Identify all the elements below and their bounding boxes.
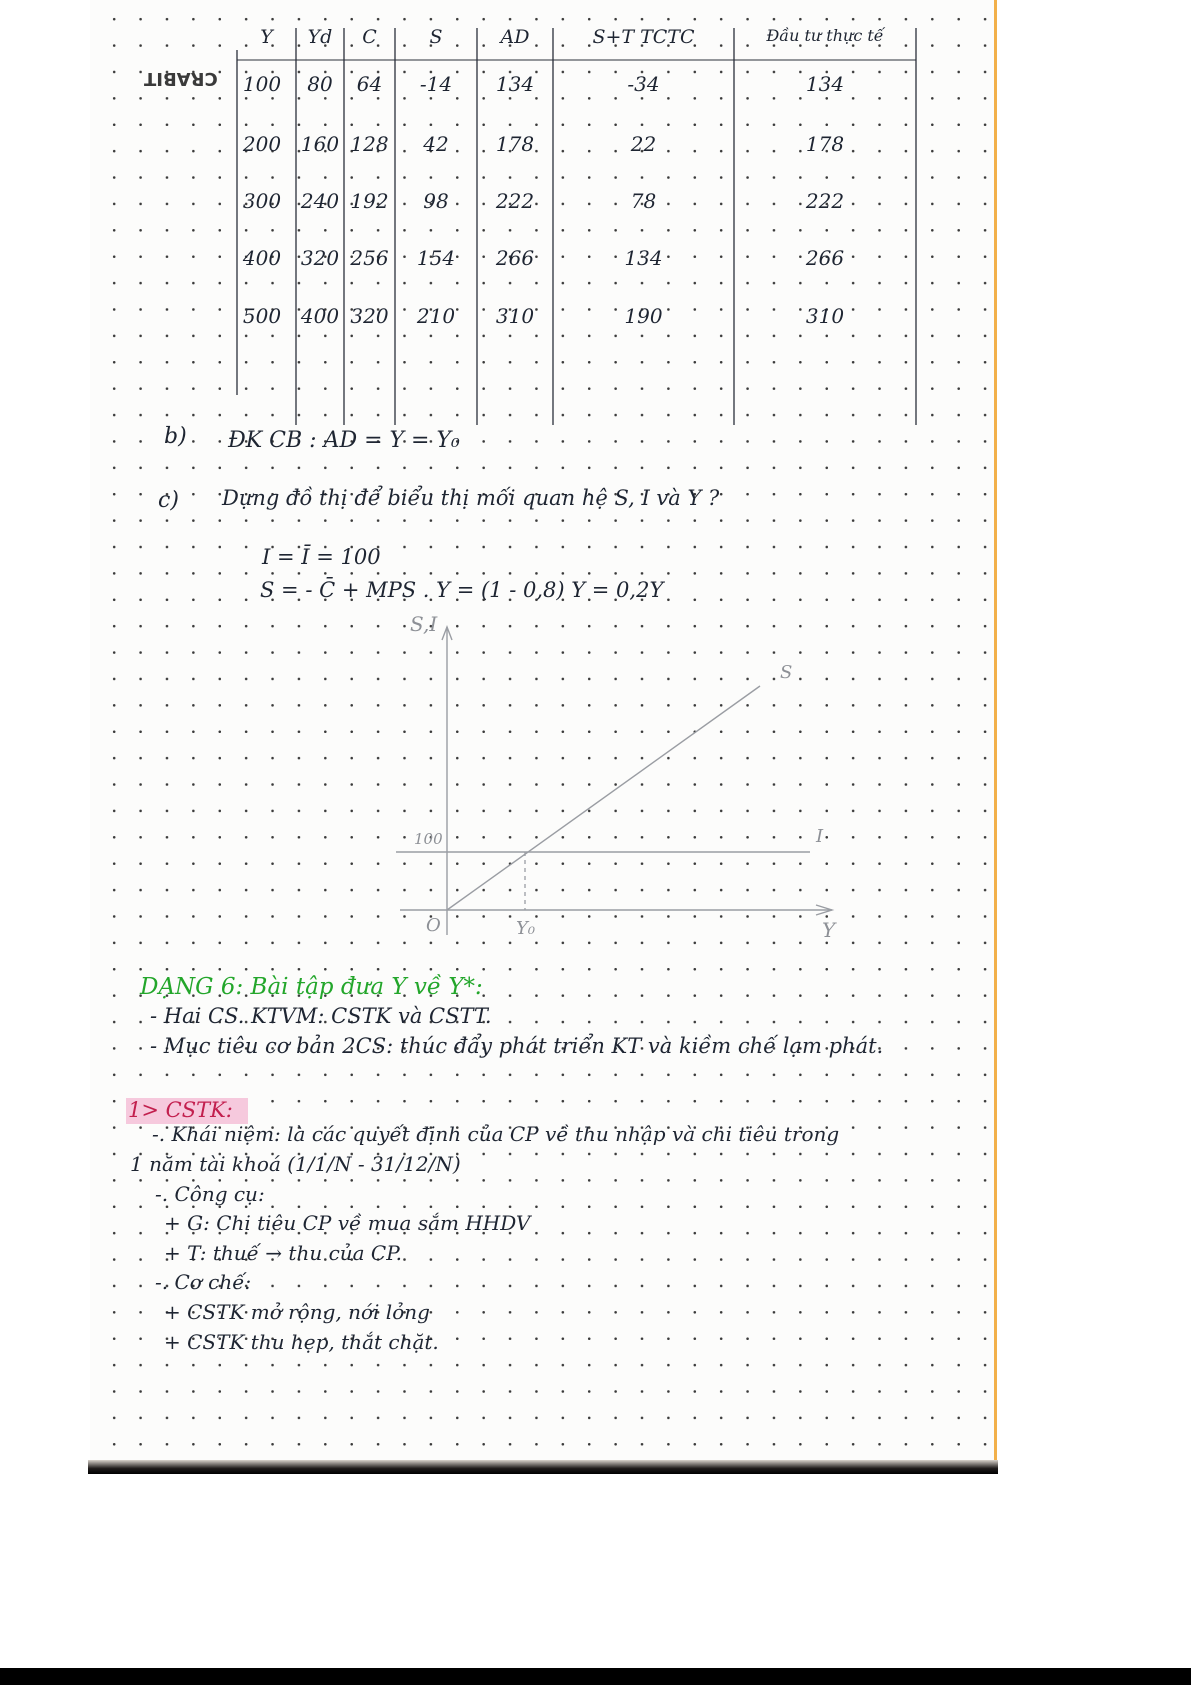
table-cell: -34 — [627, 72, 660, 96]
table-cell: 400 — [242, 246, 282, 270]
table-cell: 266 — [495, 246, 535, 270]
table-cell: 78 — [630, 189, 657, 213]
table-cell: -14 — [419, 72, 453, 96]
table-header-cell: Đầu tư thực tế — [766, 26, 884, 45]
page-edge-bottom — [88, 1460, 998, 1474]
x-axis-label: Y — [822, 918, 836, 942]
cstk-line-8: + CSTK thu hẹp, thắt chặt. — [164, 1330, 439, 1354]
cstk-line-4: + G: Chi tiêu CP về mua sắm HHDV — [164, 1211, 531, 1235]
cstk-line-6: -. Cơ chế: — [155, 1270, 252, 1294]
table-cell: 178 — [805, 132, 845, 156]
cstk-line-5: + T: thuế → thu của CP. — [164, 1241, 402, 1265]
table-cell: 500 — [242, 304, 282, 328]
equation-investment: I = Ī = 100 — [262, 545, 381, 569]
cstk-line-1: -. Khái niệm: là các quyết định của CP về thu nhập và chi tiêu trong — [152, 1122, 840, 1146]
table-cell: 256 — [350, 246, 389, 270]
table-cell: 200 — [242, 132, 282, 156]
table-cell: 80 — [307, 72, 333, 96]
table-cell: 320 — [350, 304, 389, 328]
dang6-bullet-1: - Hai CS. KTVM: CSTK và CSTT. — [150, 1004, 492, 1028]
table-cell: 160 — [300, 132, 340, 156]
table-cell: 210 — [416, 304, 456, 328]
table-cell: 128 — [350, 132, 389, 156]
dang6-title: DẠNG 6: Bài tập đưa Y về Y*: — [140, 974, 483, 1000]
cstk-line-7: + CSTK mở rộng, nới lỏng — [164, 1300, 430, 1324]
y0-label: Y₀ — [516, 918, 536, 939]
table-header-cell: S+T TCTC — [592, 26, 695, 48]
table-cell: 266 — [805, 246, 845, 270]
table-cell: 310 — [495, 304, 535, 328]
table-cell: 42 — [423, 132, 449, 156]
table-cell: 300 — [242, 189, 282, 213]
table-cell: 320 — [300, 246, 340, 270]
table-header-cell: Yd — [307, 26, 333, 48]
table-cell: 400 — [300, 304, 340, 328]
table-header-cell: AD — [500, 26, 530, 48]
table-cell: 178 — [495, 132, 535, 156]
table-cell: 222 — [805, 189, 845, 213]
table-cell: 134 — [624, 246, 663, 270]
cstk-line-2: 1 năm tài khoá (1/1/N - 31/12/N) — [130, 1152, 461, 1176]
table-cell: 310 — [805, 304, 845, 328]
cstk-heading: 1> CSTK: — [128, 1098, 233, 1122]
table-cell: 22 — [630, 132, 657, 156]
table-cell: 134 — [805, 72, 845, 96]
origin-label: O — [426, 915, 441, 936]
equation-saving: S = - C̄ + MPS . Y = (1 - 0,8) Y = 0,2Y — [260, 578, 664, 602]
cstk-line-3: -. Công cụ: — [155, 1182, 265, 1206]
table-cell: 98 — [423, 189, 449, 213]
table-cell: 240 — [300, 189, 340, 213]
i-line-label: I — [816, 826, 824, 847]
y-axis-label: S,I — [410, 612, 438, 636]
table-header-cell: Y — [260, 26, 273, 48]
table-header-cell: C — [362, 26, 377, 48]
i-value-label: 100 — [414, 830, 443, 848]
dang6-bullet-2: - Mục tiêu cơ bản 2CS: thúc đẩy phát triển KT và kiềm chế lạm phát. — [150, 1034, 884, 1058]
s-line-label: S — [780, 662, 793, 683]
part-b-equation: ĐK CB : AD = Y = Y₀ — [228, 428, 460, 453]
table-cell: 154 — [416, 246, 456, 270]
table-cell: 64 — [356, 72, 383, 96]
table-cell: 190 — [624, 304, 663, 328]
bottom-strip — [0, 1668, 1191, 1685]
part-c-prompt: Dựng đồ thị để biểu thị mối quan hệ S, I và Y ? — [222, 486, 720, 510]
table-cell: 134 — [495, 72, 535, 96]
table-cell: 192 — [350, 189, 389, 213]
part-b-marker: b) — [164, 424, 187, 449]
watermark-text: CRABIT — [144, 68, 218, 89]
table-header-cell: S — [429, 26, 443, 48]
part-c-marker: c) — [158, 488, 179, 513]
s-line — [447, 686, 760, 910]
table-cell: 100 — [242, 72, 282, 96]
table-cell: 222 — [495, 189, 535, 213]
